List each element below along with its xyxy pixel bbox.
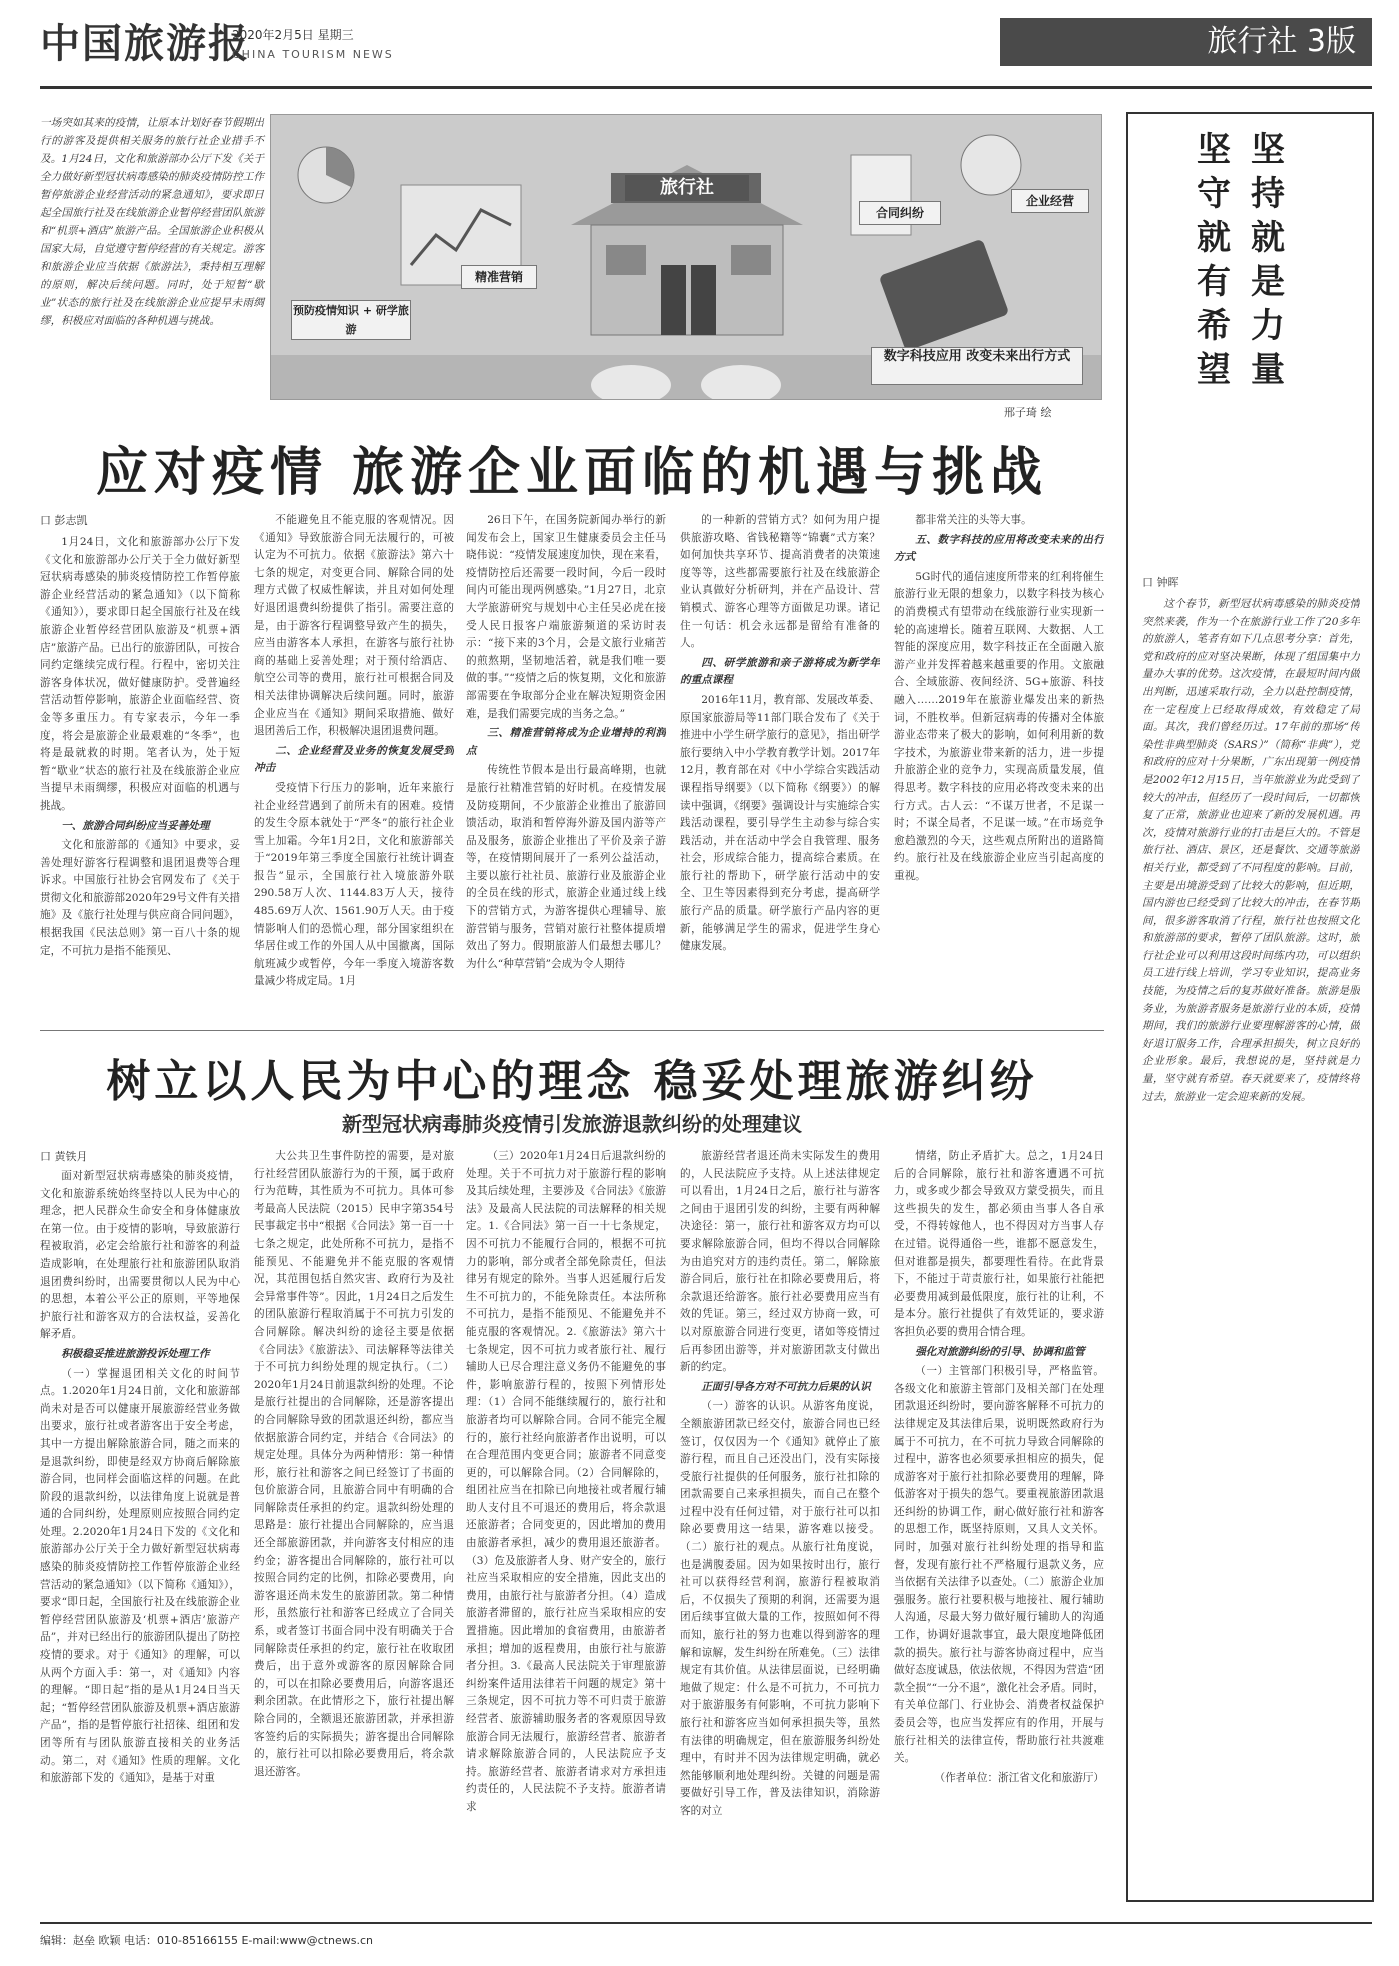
footer-rule: [40, 1922, 1372, 1924]
paragraph: 这个春节，新型冠状病毒感染的肺炎疫情突然来袭，作为一个在旅游行业工作了20多年的旅游人，笔者有如下几点思考分享：首先，党和政府的应对坚决果断，体现了组国集中力量办大事的优势。这次疫情，在最短时间内做出判断，迅速采取行动，全力以赴控制疫情，在一定程度上已经取得成效，有效稳定了局面。其次，我们曾经历过。17年前的那场“传染性非典型肺炎（SARS）”（简称“非典”），党和政府的应对十分果断，广东出现第一例疫情是2002年12月15日，当年旅游业为此受到了较大的冲击，但经历了一段时间后，一切都恢复了正常，旅游业也迎来了新的发展机遇。再次，疫情对旅游行业的打击是巨大的。不管是旅行社、酒店、景区，还是餐饮、交通等旅游相关行业，都受到了不同程度的影响。目前，主要是出境游受到了比较大的影响，但近期，国内游也已经受到了比较大的冲击，在春节期间，很多游客取消了行程，旅行社也按照文化和旅游部的要求，暂停了团队旅游。这时，旅行社企业可以利用这段时间练内功，可以组织员工进行线上培训，学习专业知识，提高业务技能，为疫情之后的复苏做好准备。旅游是服务业，为旅游者服务是旅游行业的本质，疫情期间，我们的旅游行业要理解游客的心情，做好退订服务工作，合理承担损失，树立良好的企业形象。最后，我想说的是，坚持就是力量，坚守就有希望。春天就要来了，疫情终将过去，旅游业一定会迎来新的发展。: [1142, 598, 1360, 1103]
article2-column-4: [680, 1148, 880, 1913]
subheading: 一、旅游合同纠纷应当妥善处理: [61, 819, 210, 832]
subheading: 正面引导各方对不可抗力后果的认识: [701, 1380, 871, 1393]
footer-editor-info: 编辑：赵垒 欧颖 电话：010-85166155 E-mail:www@ctnews.cn: [40, 1934, 373, 1947]
paragraph: 26日下午，在国务院新闻办举行的新闻发布会上，国家卫生健康委员会主任马晓伟说：“疫情发展速度加快，现在来看，疫情防控后还需要一段时间，今后一段时间内可能出现两例感染。”1月27日，北京大学旅游研究与规划中心主任吴必虎在接受人民日报客户端旅游频道的采访时表示：“接下来的3个月，会是文旅行业痛苦的煎熬期，坚韧地活着，就是我们唯一要做的事。”“疫情之后的恢复期，文化和旅游部需要在争取部分企业在解决短期资金困难，是我们需要完成的当务之急。”: [466, 514, 666, 720]
paragraph: 面对新型冠状病毒感染的肺炎疫情，文化和旅游系统始终坚持以人民为中心的理念，把人民群众生命安全和身体健康放在第一位。由于疫情的影响，导致旅游行程被取消，必定会给旅行社和游客的利益造成影响，在处理旅行社和旅游团队取消退团费纠纷时，出需要贯彻以人民为中心的思想，本着公平公正的原则，平等地保护旅行社和游客双方的合法权益，妥善化解矛盾。: [40, 1170, 240, 1341]
byline-1: 口 彭志凯: [40, 514, 88, 527]
article2-column-3: [466, 1148, 666, 1913]
article2-column-1: [40, 1168, 240, 1913]
illustration-tag-disputes: 合同纠纷: [859, 201, 941, 225]
subheading: 五、数字科技的应用将改变未来的出行方式: [894, 533, 1104, 564]
paragraph: 不能避免且不能克服的客观情况。因《通知》导致旅游合同无法履行的，可被认定为不可抗力。依据《旅游法》第六十七条的规定，对变更合同、解除合同的处理方式做了权威性解读，并且对如何处理好退团退费纠纷提供了指引。需要注意的是，由于游客行程调整导致产生的损失，应当由游客本人承担，在游客与旅行社协商的基础上妥善处理；对于预付给酒店、航空公司等的费用，旅行社可根据合同及相关法律协调解决后续问题。同时，旅游企业应当在《通知》期间采取措施、做好退团善后工作，积极解决退团退费问题。: [254, 514, 454, 738]
article1-column-5: [894, 512, 1104, 1024]
paragraph: 5G时代的通信速度所带来的红利将催生旅游行业无限的想象力，以数字科技为核心的消费模式有望带动在线旅游行业实现新一轮的高速增长。随着互联网、大数据、人工智能的深度应用，数字科技正在全面融入旅游产业并发挥着越来越重要的作用。文旅融合、全域旅游、夜间经济、5G+旅游、科技融入……2019年在旅游业爆发出来的新热词，不胜枚举。但新冠病毒的传播对全体旅游业态带来了极大的影响，如何利用新的数字技术，为旅游业带来新的活力，进一步提升旅游企业的竞争力，实现高质量发展，值得思考。数字科技的应用必将改变未来的出行方式。古人云：“不谋万世者，不足谋一时；不谋全局者，不足谋一域。”在市场竞争愈趋激烈的今天，这些观点所附出的道路简约。旅行社及在线旅游企业应当引起高度的重视。: [894, 570, 1104, 882]
paragraph: （一）掌握退团相关文化的时间节点。1.2020年1月24日前，文化和旅游部尚未对是否可以健康开展旅游经营业务做出要求，旅行社或者游客出于安全考虑，其中一方提出解除旅游合同，随之而来的是退款纠纷，即使是经双方协商后解除旅游合同，也同样会面临这样的问题。在此阶段的退款纠纷，以法律角度上说就是普通的合同纠纷，处理原则应按照合同约定处理。2.2020年1月24日下发的《文化和旅游部办公厅关于全力做好新型冠状病毒感染的肺炎疫情防控工作暂停旅游企业经营活动的紧急通知》（以下简称《通知》），要求“即日起，全国旅行社及在线旅游企业暂停经营团队旅游及‘机票+酒店’旅游产品”，并对已经出行的旅游团队提出了防控疫情的要求。对于《通知》的理解，可以从两个方面入手：第一，对《通知》内容的理解。“即日起”指的是从1月24日当天起；“暂停经营团队旅游及机票+酒店旅游产品”，指的是暂停旅行社招徕、组团和发团等所有与团队旅游直接相关的业务活动。第二，对《通知》性质的理解。文化和旅游部下发的《通知》，是基于对重: [40, 1367, 240, 1785]
sidebar-title-left: 坚守就有希望: [1197, 130, 1231, 390]
illustration-tag-digital: 数字科技应用 改变未来出行方式: [871, 347, 1083, 385]
byline-2: 口 黄铁月: [40, 1150, 88, 1163]
paragraph: （一）游客的认识。从游客角度说，全额旅游团款已经交付，旅游合同也已经签订，仅仅因为一个《通知》就停止了旅游行程，而且自己还没出门，没有实际接受旅行社提供的任何服务，旅行社扣除的团款需要自己来承担损失，而自己在整个过程中没有任何过错，对于旅行社可以扣除必要费用这一结果，游客难以接受。（二）旅行社的观点。从旅行社角度说，也是满腹委屈。因为如果按时出行，旅行社可以获得经营利润，旅游行程被取消后，不仅损失了预期的利润，还需要为退团后续事宜做大量的工作，按照如何不得而知，旅行社的努力也难以得到游客的理解和谅解，发生纠纷在所难免。（三）法律规定有其价值。从法律层面说，已经明确地做了规定：什么是不可抗力，不可抗力对于旅游服务有何影响，不可抗力影响下旅行社和游客应当如何承担损失等，虽然有法律的明确规定，但在旅游服务纠纷处理中，有时并不因为法律规定明确，就必然能够顺利地处理纠纷。关键的问题是需要做好引导工作，普及法律知识，消除游客的对立: [680, 1400, 880, 1817]
article-intro: 一场突如其来的疫情，让原本计划好春节假期出行的游客及提供相关服务的旅行社企业措手不及。1月24日，文化和旅游部办公厅下发《关于全力做好新型冠状病毒感染的肺炎疫情防控工作暂停旅游企业经营活动的紧急通知》，要求即日起全国旅行社及在线旅游企业暂停经营团队旅游和“机票+酒店”旅游产品。全国旅游企业积极从国家大局，自觉遵守暂停经营的有关规定。游客和旅游企业应当依据《旅游法》，秉持相互理解的原则，解决后续问题。同时，处于短暂“歇业”状态的旅行社及在线旅游企业应提早未雨绸缪，积极应对面临的各种机遇与挑战。: [40, 117, 264, 327]
headline-1: 应对疫情 旅游企业面临的机遇与挑战: [95, 442, 1049, 503]
paragraph: 情绪，防止矛盾扩大。总之，1月24日后的合同解除，旅行社和游客遭遇不可抗力，或多或少都会导致双方蒙受损失，而且这些损失的发生，都必须由当事人各自承受，不得转嫁他人，也不得因对方当事人存在过错。说得通俗一些，谁都不愿意发生，但对谁都是损失，都要理性看待。在此背景下，不能过于苛责旅行社，如果旅行社能把必要费用减到最低限度，旅行社的让利，不是本分。旅行社提供了有效凭证的，要求游客担负必要的费用合情合理。: [894, 1150, 1104, 1338]
illustration-tag-operation: 企业经营: [1011, 189, 1089, 213]
subheading: 二、企业经营及业务的恢复发展受到冲击: [254, 744, 454, 775]
illustration-tag-marketing: 精准营销: [461, 265, 537, 289]
illustration-banner: 旅行社: [625, 175, 749, 201]
sidebar-title-right: 坚持就是力量: [1251, 130, 1285, 390]
sidebar-commentary: [1126, 112, 1374, 1902]
section-page-label: 旅行社 3版: [1000, 18, 1372, 66]
paragraph: 大公共卫生事件防控的需要，是对旅行社经营团队旅游行为的干预，属于政府行为范畴，其性质为不可抗力。具体可参考最高人民法院（2015）民申字第354号民事裁定书中“根据《合同法》第一百一十七条之规定，此处所称不可抗力，是指不能预见、不能避免并不能克服的客观情况，其范围包括自然灾害、政府行为及社会异常事件等”。因此，1月24日之后发生的团队旅游行程取消属于不可抗力引发的合同解除。解决纠纷的途径主要是依据《合同法》《旅游法》、司法解释等法律关于不可抗力纠纷处理的规定执行。（二）2020年1月24日前退款纠纷的处理。不论是旅行社提出的合同解除，还是游客提出的合同解除导致的团款退还纠纷，都应当依据旅游合同约定，并结合《合同法》的规定处理。具体分为两种情形：第一种情形，旅行社和游客之间已经签订了书面的包价旅游合同，且旅游合同中有明确的合同解除责任承担的约定。退款纠纷处理的思路是：旅行社提出合同解除的，应当退还全部旅游团款，并向游客支付相应的违约金；游客提出合同解除的，旅行社可以按照合同约定的比例，扣除必要费用，向游客退还尚未发生的旅游团款。第二种情形，虽然旅行社和游客已经成立了合同关系，或者签订书面合同中没有明确关于合同解除责任承担的约定，旅行社在收取团费后，出于意外或游客的原因解除合同的，可以在扣除必要费用后，向游客退还剩余团款。在此情形之下，旅行社提出解除合同的，全额退还旅游团款，并承担游客签约后的实际损失；游客提出合同解除的，旅行社可以扣除必要费用后，将余款退还游客。: [254, 1150, 454, 1778]
headline-2: 树立以人民为中心的理念 稳妥处理旅游纠纷: [106, 1056, 1038, 1107]
author-note: （作者单位：浙江省文化和旅游厅）: [934, 1771, 1104, 1784]
subheading: 四、研学旅游和亲子游将成为新学年的重点课程: [680, 656, 880, 687]
masthead-english: CHINA TOURISM NEWS: [232, 48, 394, 61]
article2-column-5: [894, 1148, 1104, 1913]
paragraph: 受疫情下行压力的影响，近年来旅行社企业经营遇到了前所未有的困难。疫情的发生令原本就处于“严冬”的旅行社企业雪上加霜。今年1月2日，文化和旅游部关于“2019年第三季度全国旅行社统计调查报告”显示，全国旅行社入境旅游外联290.58万人次、1144.83万人天，接待485.69万人次、1561.90万人天。由于疫情影响人们的恐慌心理，部分国家组织在华居住或工作的外国人从中国撤离，国际航班减少或暂停，今年一季度入境游客数量减少将成定局。1月: [254, 781, 454, 988]
paragraph: 文化和旅游部的《通知》中要求，妥善处理好游客行程调整和退团退费等合理诉求。中国旅行社协会官网发布了《关于贯彻文化和旅游部2020年29号文件有关措施》及《旅行社处理与供应商合同问题》，根据我国《民法总则》第一百八十条的规定，不可抗力是指不能预见、: [40, 839, 240, 957]
issue-date: 2020年2月5日 星期三: [232, 28, 354, 42]
illustration-tag-study-tour: 预防疫情知识 + 研学旅游: [291, 300, 411, 340]
paragraph: 1月24日，文化和旅游部办公厅下发《文化和旅游部办公厅关于全力做好新型冠状病毒感染的肺炎疫情防控工作暂停旅游企业经营活动的紧急通知》（以下简称《通知》），要求即日起全国旅行社及在线旅游企业暂停经营团队旅游及“机票+酒店”旅游产品。已出行的旅游团队，可按合同约定继续完成行程。行程中，密切关注游客身体状况，做好健康防护。受普遍经营活动暂停影响，旅游企业面临经营、资金等多重压力。有专家表示，今年一季度，将会是旅游企业最艰难的“冬季”，也将是最就救的时期。笔者认为，处于短暂“歇业”状态的旅行社及在线旅游企业应当提早未雨绸缪，积极应对面临的机遇与挑战。: [40, 536, 240, 812]
paragraph: 的一种新的营销方式？如何为用户提供旅游攻略、省钱秘籍等“锦囊”式方案？如何加快共享环节、提高消费者的决策速度等等，这些都需要旅行社及在线旅游企业认真做好分析研判，并在产品设计、营销模式、游客心理等方面做足功课。诸记住一句话：机会永远都是留给有准备的人。: [680, 514, 880, 650]
article1-column-1: [40, 534, 240, 1024]
sidebar-body: [1142, 596, 1360, 1886]
illustration: [270, 114, 1102, 400]
subheading: 三、精准营销将成为企业增持的利润点: [466, 727, 666, 757]
building-shape: [591, 225, 783, 335]
paragraph: 2016年11月，教育部、发展改革委、原国家旅游局等11部门联合发布了《关于推进中小学生研学旅行的意见》，指出研学旅行要纳入中小学教育教学计划。2017年12月，教育部在对《中小学综合实践活动课程指导纲要》（以下简称《纲要》）的解读中强调，《纲要》强调设计与实施综合实践活动课程，要引导学生主动参与综合实践活动，并在活动中学会自我管理、服务社会，形成综合能力，提高综合素质。在旅行社的帮助下，研学旅行活动中的安全、卫生等因素得到充分考虑，提高研学旅行产品的质量。研学旅行产品内容的更新，能够满足学生的需求，促进学生身心健康发展。: [680, 693, 880, 953]
masthead-logo: 中国旅游报: [40, 20, 250, 67]
article2-column-2: [254, 1148, 454, 1913]
paragraph: （一）主管部门积极引导，严格监管。各级文化和旅游主管部门及相关部门在处理团款退还纠纷时，要向游客解释不可抗力的法律规定及其法律后果，说明既然政府行为属于不可抗力，在不可抗力导致合同解除的过程中，游客也必须要承担相应的损失，促成游客对于旅行社扣除必要费用的理解，降低游客对于损失的怨气。要重视旅游团款退还纠纷的协调工作，耐心做好旅行社和游客的思想工作，既坚持原则，又具人文关怀。同时，加强对旅行社纠纷处理的指导和监督，发现有旅行社不严格履行退款义务，应当依据有关法律予以查处。（二）旅游企业加强服务。旅行社要积极与地接社、履行辅助人沟通，尽最大努力做好履行辅助人的沟通工作，协调好退款事宜，最大限度地降低团款的损失。旅行社与游客协商过程中，应当做好态度诚恳，依法依规，不得因为营造“团款全损”“一分不退”，激化社会矛盾。同时，有关单位部门、行业协会、消费者权益保护委员会等，也应当发挥应有的作用，开展与旅行社相关的法律宣传，帮助旅行社共渡难关。: [894, 1365, 1104, 1765]
subheadline-2: 新型冠状病毒肺炎疫情引发旅游退款纠纷的处理建议: [342, 1112, 802, 1136]
illustration-credit: 邢子琦 绘: [1004, 406, 1052, 419]
section-divider: [40, 1030, 1104, 1031]
top-rule: [40, 86, 1372, 89]
paragraph: 传统性节假本是出行最高峰期，也就是旅行社精准营销的好时机。在疫情发展及防疫期间，不少旅游企业推出了旅游回馈活动，取消和暂停海外游及国内游等产品及服务，旅游企业推出了平价及亲子游等，在疫情期间展开了一系列公益活动，主要以旅行社社员、旅游行业及旅游企业的全员在线的形式，旅游企业通过线上线下的营销方式，为游客提供心理辅导、旅游营销与服务，营销对旅行社整体提质增效出了努力。假期旅游人们最想去哪儿？为什么“种草营销”会成为令人期待: [466, 764, 666, 970]
article1-column-3: [466, 512, 666, 1024]
article1-column-2: [254, 512, 454, 1024]
paragraph: 旅游经营者退还尚未实际发生的费用的，人民法院应予支持。从上述法律规定可以看出，1月24日之后，旅行社与游客之间由于退团引发的纠纷，主要有两种解决途径：第一，旅行社和游客双方均可以要求解除旅游合同，但均不得以合同解除为由追究对方的违约责任。第二，解除旅游合同后，旅行社在扣除必要费用后，将余款退还给游客。旅行社必要费用应当有效的凭证。第三，经过双方协商一致，可以对原旅游合同进行变更，诸如等疫情过后再参团出游等，并对旅游团款支付做出新的约定。: [680, 1150, 880, 1374]
paragraph: （三）2020年1月24日后退款纠纷的处理。关于不可抗力对于旅游行程的影响及其后续处理，主要涉及《合同法》《旅游法》及最高人民法院的司法解释的相关规定。1.《合同法》第一百一十七条规定，因不可抗力不能履行合同的，根据不可抗力的影响，部分或者全部免除责任，但法律另有规定的除外。当事人迟延履行后发生不可抗力的，不能免除责任。本法所称不可抗力，是指不能预见、不能避免并不能克服的客观情况。2.《旅游法》第六十七条规定，因不可抗力或者旅行社、履行辅助人已尽合理注意义务仍不能避免的事件，影响旅游行程的，按照下列情形处理：（1）合同不能继续履行的，旅行社和旅游者均可以解除合同。合同不能完全履行的，旅行社经向旅游者作出说明，可以在合理范围内变更合同；旅游者不同意变更的，可以解除合同。（2）合同解除的，组团社应当在扣除已向地接社或者履行辅助人支付且不可退还的费用后，将余款退还旅游者；合同变更的，因此增加的费用由旅游者承担，减少的费用退还旅游者。（3）危及旅游者人身、财产安全的，旅行社应当采取相应的安全措施，因此支出的费用，由旅行社与旅游者分担。（4）造成旅游者滞留的，旅行社应当采取相应的安置措施。因此增加的食宿费用，由旅游者承担；增加的返程费用，由旅行社与旅游者分担。3.《最高人民法院关于审理旅游纠纷案件适用法律若干问题的规定》第十三条规定，因不可抗力等不可归责于旅游经营者、旅游辅助服务者的客观原因导致旅游合同无法履行，旅游经营者、旅游者请求解除旅游合同的，人民法院应予支持。旅游经营者、旅游者请求对方承担违约责任的，人民法院不予支持。旅游者请求: [466, 1150, 666, 1813]
article1-column-4: [680, 512, 880, 1024]
paragraph: 都非常关注的头等大事。: [915, 514, 1032, 526]
sidebar-byline: 口 钟晖: [1142, 576, 1179, 589]
subheading: 强化对旅游纠纷的引导、协调和监管: [915, 1345, 1085, 1358]
subheading: 积极稳妥推进旅游投诉处理工作: [61, 1347, 210, 1360]
